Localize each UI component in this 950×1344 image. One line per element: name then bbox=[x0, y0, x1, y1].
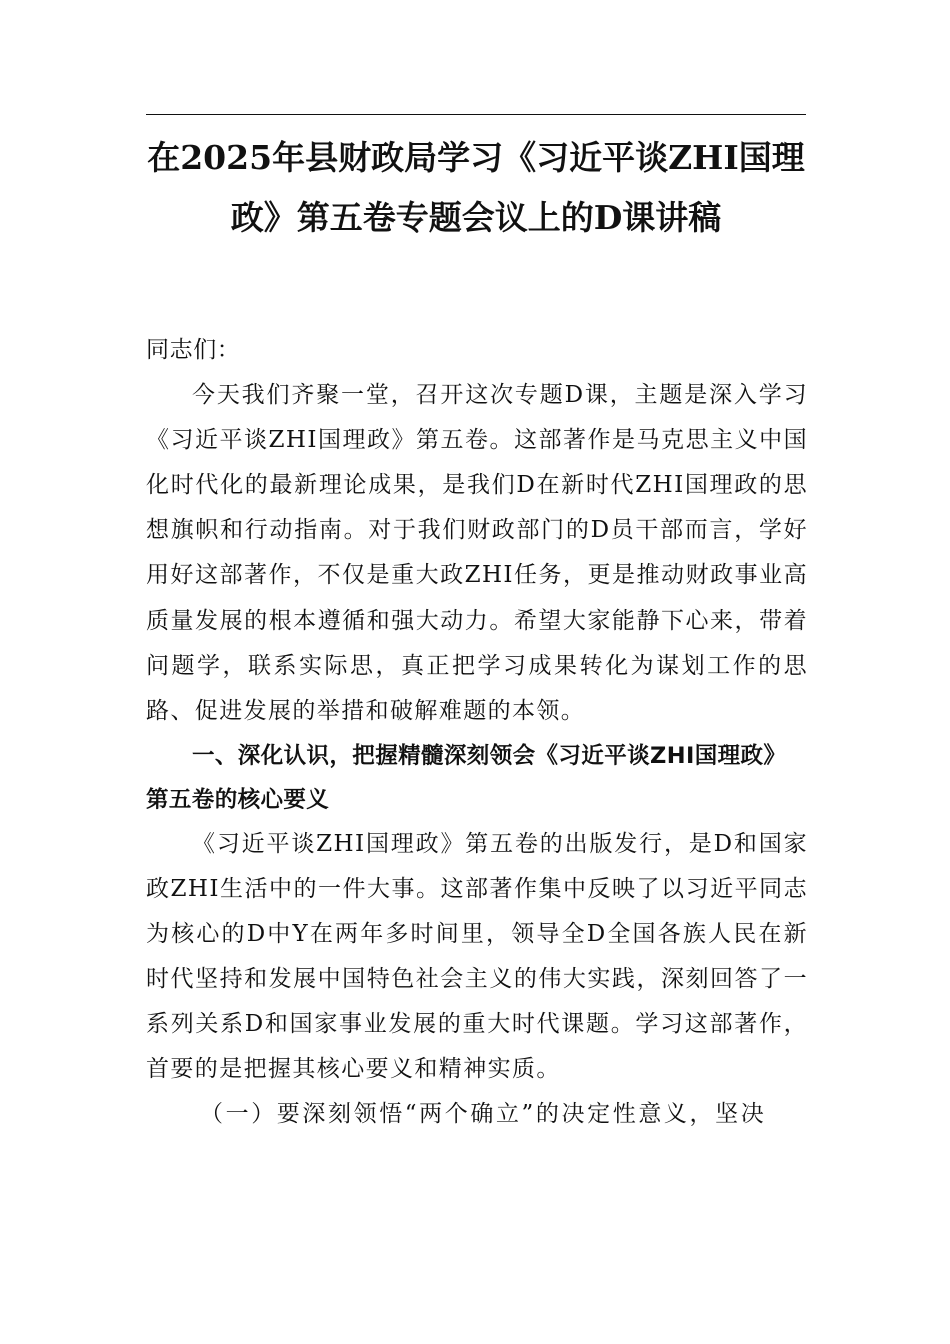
salutation: 同志们： bbox=[146, 337, 241, 363]
document-body bbox=[146, 328, 808, 1138]
intro-paragraph: 今天我们齐聚一堂，召开这次专题D课，主题是深入学习《习近平谈ZHI国理政》第五卷。这部著作是马克思主义中国化时代化的最新理论成果，是我们D在新时代ZHI国理政的思想旗帜和行动指南。对于我们财政部门的D员干部而言，学好用好这部著作，不仅是重大政ZHI任务，更是推动财政事业高质量发展的根本遵循和强大动力。希望大家能静下心来，带着问题学，联系实际思，真正把学习成果转化为谋划工作的思路、促进发展的举措和破解难题的本领。 bbox=[146, 382, 808, 724]
document-title: 在2025年县财政局学习《习近平谈ZHI国理政》第五卷专题会议上的D课讲稿 bbox=[147, 138, 805, 237]
title-top-rule bbox=[146, 114, 806, 115]
sub-heading-1: （一）要深刻领悟“两个确立”的决定性意义，坚决 bbox=[200, 1101, 767, 1128]
section-1-paragraph: 《习近平谈ZHI国理政》第五卷的出版发行，是D和国家政ZHI生活中的一件大事。这部著作集中反映了以习近平同志为核心的D中Y在两年多时间里，领导全D全国各族人民在新时代坚持和发展中国特色社会主义的伟大实践，深刻回答了一系列关系D和国家事业发展的重大时代课题。学习这部著作，首要的是把握其核心要义和精神实质。 bbox=[146, 830, 808, 1083]
section-heading-1: 一、深化认识，把握精髓深刻领会《习近平谈ZHI国理政》第五卷的核心要义 bbox=[146, 742, 787, 813]
